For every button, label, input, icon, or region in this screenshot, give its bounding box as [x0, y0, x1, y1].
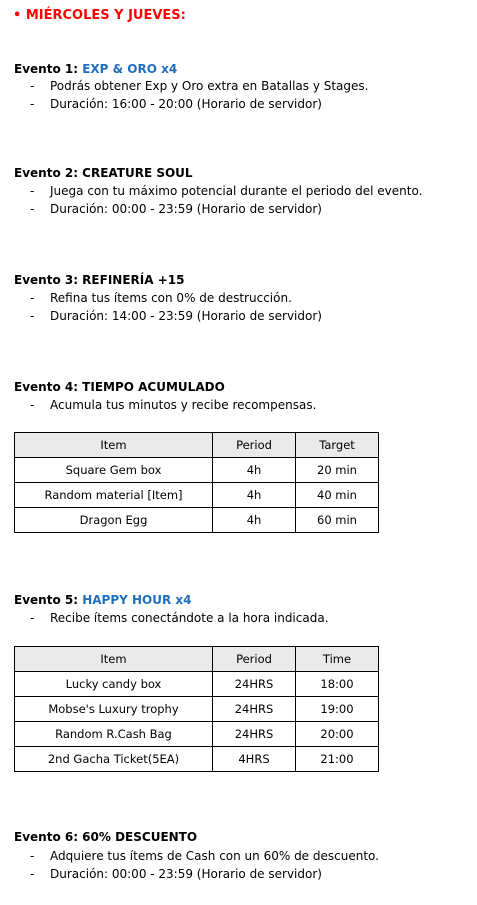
event-2-bullet-2 [30, 202, 322, 216]
bullet-dash: - [30, 398, 35, 412]
table-cell-target: 40 min [296, 483, 379, 508]
table-row [15, 697, 379, 722]
table-row [15, 483, 379, 508]
event-1-prefix: Evento 1: [14, 62, 83, 76]
page-heading: • MIÉRCOLES Y JUEVES: [13, 8, 186, 23]
event-6-title [14, 830, 197, 844]
table-cell-period: 24HRS [213, 697, 296, 722]
table-row [15, 458, 379, 483]
event-2-title [14, 166, 193, 180]
event-6-bullet-2 [30, 867, 322, 881]
bullet-dash: - [30, 79, 35, 93]
table-cell-target: 60 min [296, 508, 379, 533]
bullet-text: Juega con tu máximo potencial durante el periodo del evento. [50, 184, 423, 198]
column-header-item: Item [15, 647, 213, 672]
event-1-bullet-1 [30, 79, 368, 93]
event-1-bullet-2 [30, 97, 322, 111]
column-header-period: Period [213, 433, 296, 458]
event-3-prefix: Evento 3: REFINERÍA +15 [14, 273, 185, 287]
table-header-row [15, 647, 379, 672]
table-row [15, 747, 379, 772]
table-row [15, 508, 379, 533]
bullet-text: Duración: 00:00 - 23:59 (Horario de servidor) [50, 202, 322, 216]
event-5-prefix: Evento 5: [14, 593, 83, 607]
column-header-period: Period [213, 647, 296, 672]
bullet-text: Acumula tus minutos y recibe recompensas. [50, 398, 317, 412]
table-cell-item: 2nd Gacha Ticket(5EA) [15, 747, 213, 772]
table-cell-period: 4h [213, 483, 296, 508]
bullet-dash: - [30, 291, 35, 305]
bullet-dash: - [30, 849, 35, 863]
event-5-title [14, 593, 191, 607]
table-cell-time: 20:00 [296, 722, 379, 747]
table-cell-item: Lucky candy box [15, 672, 213, 697]
table-cell-time: 21:00 [296, 747, 379, 772]
column-header-time: Time [296, 647, 379, 672]
bullet-text: Duración: 14:00 - 23:59 (Horario de servidor) [50, 309, 322, 323]
event-5-bullet-1 [30, 611, 329, 625]
event-3-title [14, 273, 184, 287]
table-row [15, 722, 379, 747]
bullet-dash: - [30, 202, 35, 216]
bullet-text: Duración: 00:00 - 23:59 (Horario de servidor) [50, 867, 322, 881]
table-cell-item: Mobse's Luxury trophy [15, 697, 213, 722]
table-cell-period: 4h [213, 458, 296, 483]
table-cell-item: Random material [Item] [15, 483, 213, 508]
bullet-text: Adquiere tus ítems de Cash con un 60% de descuento. [50, 849, 379, 863]
event-6-prefix: Evento 6: 60% DESCUENTO [14, 830, 198, 844]
bullet-dash: - [30, 97, 35, 111]
table-header-row [15, 433, 379, 458]
bullet-text: Refina tus ítems con 0% de destrucción. [50, 291, 292, 305]
event-1-title [14, 62, 177, 76]
column-header-target: Target [296, 433, 379, 458]
event-3-bullet-1 [30, 291, 292, 305]
event-6-bullet-1 [30, 849, 379, 863]
event-4-bullet-1 [30, 398, 316, 412]
accumulated-time-table [14, 432, 379, 533]
event-2-prefix: Evento 2: CREATURE SOUL [14, 166, 193, 180]
table-cell-item: Dragon Egg [15, 508, 213, 533]
table-cell-period: 4HRS [213, 747, 296, 772]
bullet-dash: - [30, 309, 35, 323]
event-4-prefix: Evento 4: TIEMPO ACUMULADO [14, 380, 225, 394]
event-4-title [14, 380, 225, 394]
happy-hour-table [14, 646, 379, 772]
table-cell-time: 18:00 [296, 672, 379, 697]
event-5-name: HAPPY HOUR x4 [82, 593, 192, 607]
table-cell-target: 20 min [296, 458, 379, 483]
table-row [15, 672, 379, 697]
table-cell-period: 24HRS [213, 722, 296, 747]
table-cell-item: Random R.Cash Bag [15, 722, 213, 747]
table-cell-period: 4h [213, 508, 296, 533]
bullet-text: Duración: 16:00 - 20:00 (Horario de servidor) [50, 97, 322, 111]
table-cell-time: 19:00 [296, 697, 379, 722]
event-2-bullet-1 [30, 184, 422, 198]
bullet-dash: - [30, 867, 35, 881]
table-cell-period: 24HRS [213, 672, 296, 697]
column-header-item: Item [15, 433, 213, 458]
bullet-dash: - [30, 611, 35, 625]
event-3-bullet-2 [30, 309, 322, 323]
bullet-text: Podrás obtener Exp y Oro extra en Batallas y Stages. [50, 79, 369, 93]
bullet-text: Recibe ítems conectándote a la hora indicada. [50, 611, 329, 625]
table-cell-item: Square Gem box [15, 458, 213, 483]
bullet-dash: - [30, 184, 35, 198]
event-1-name: EXP & ORO x4 [82, 62, 178, 76]
